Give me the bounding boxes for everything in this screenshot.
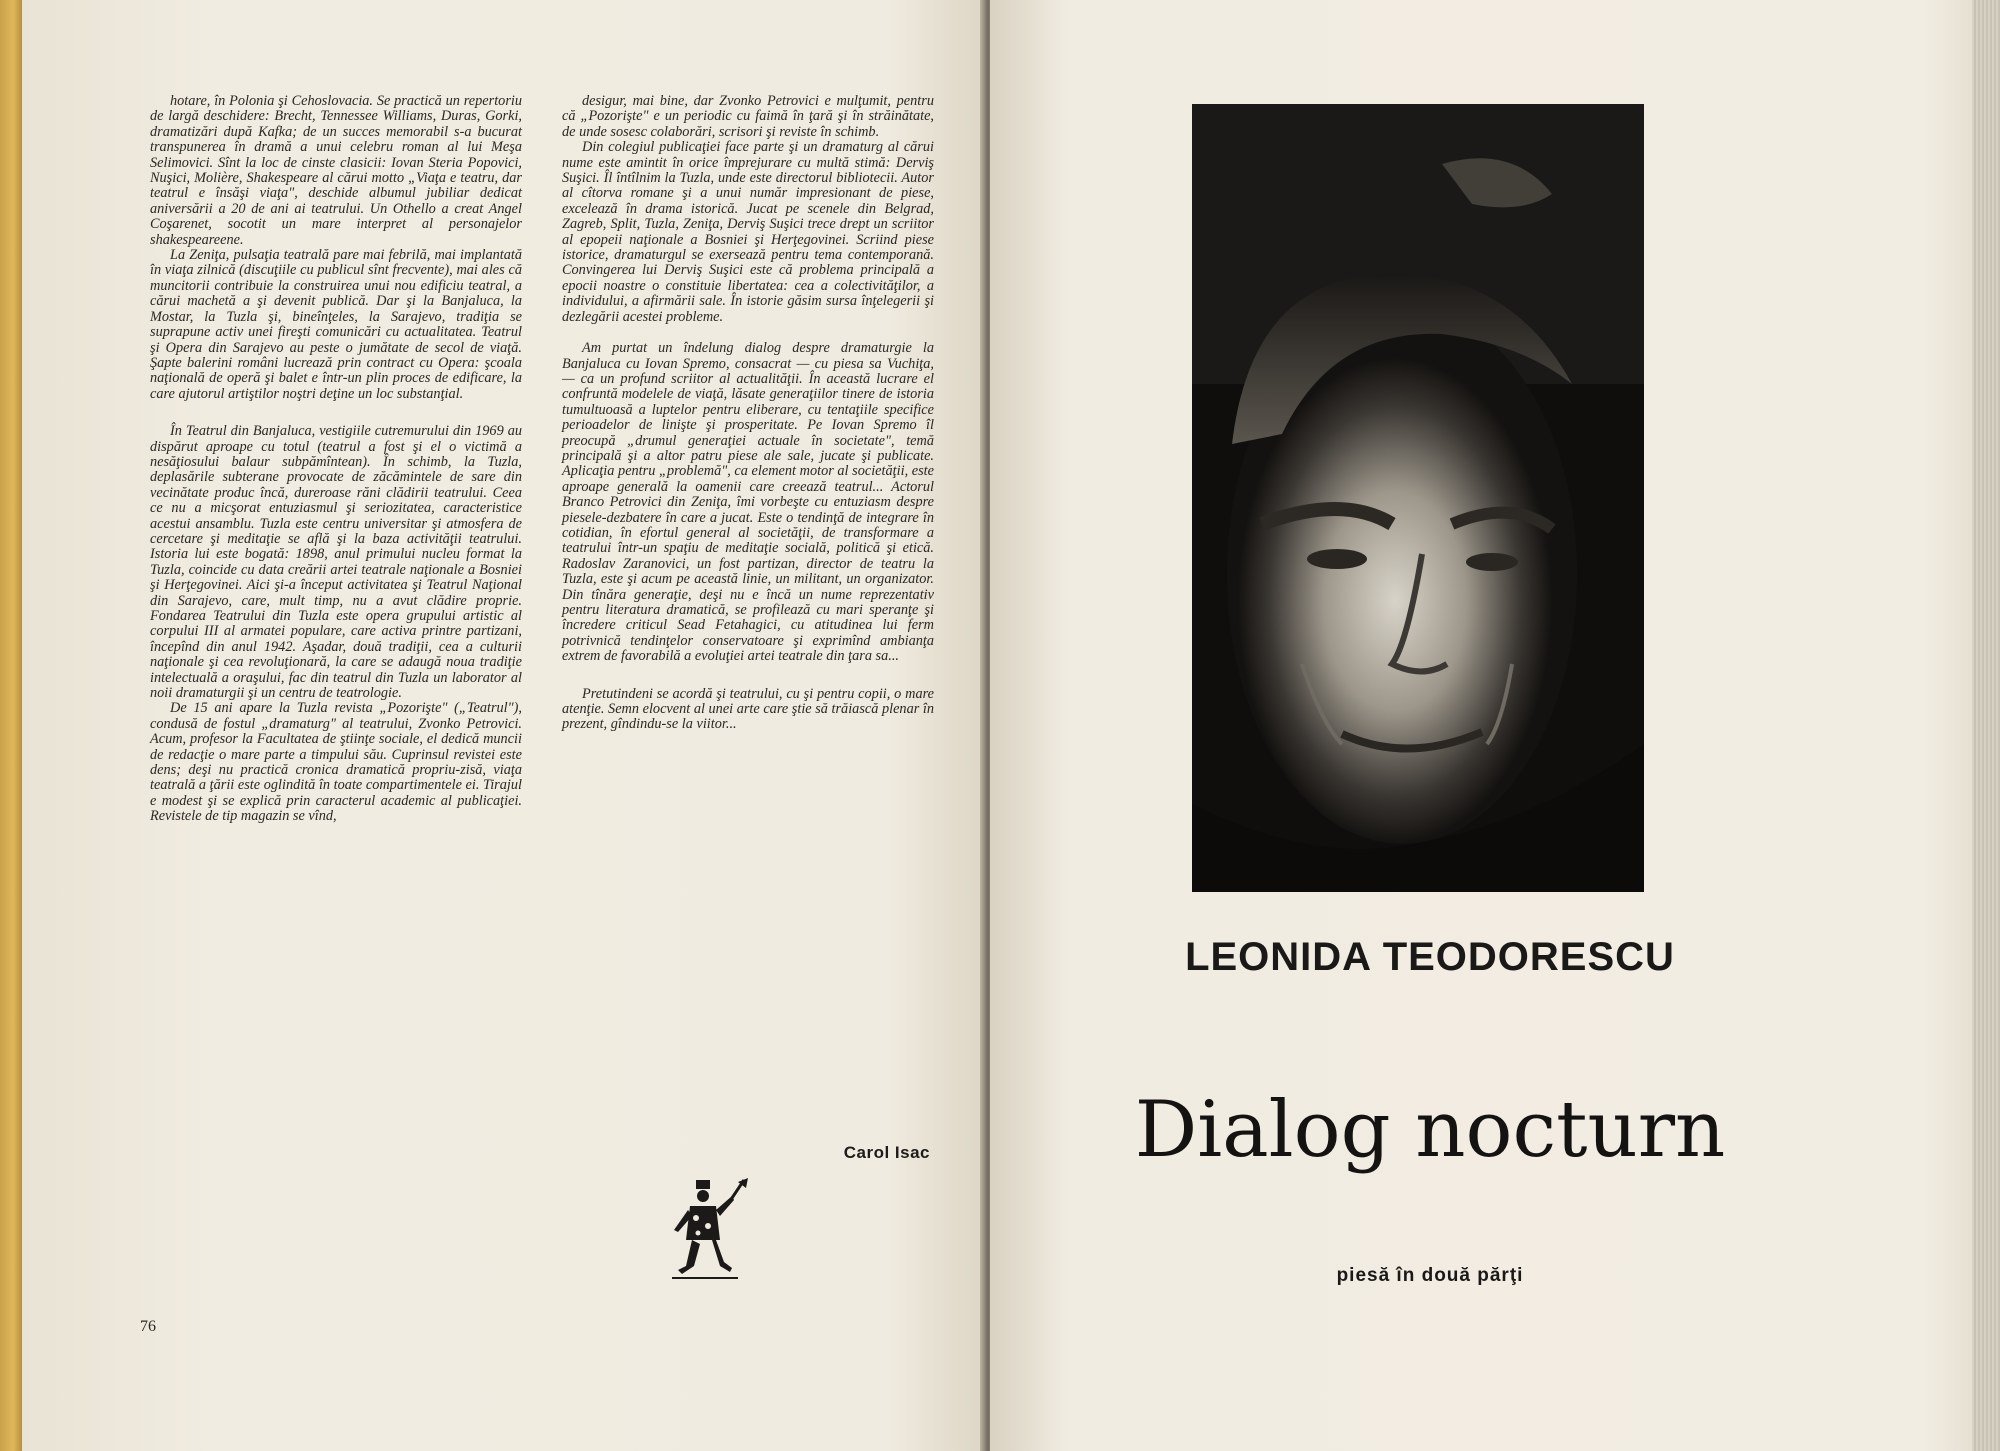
paragraph: În Teatrul din Banjaluca, vestigiile cutremurului din 1969 au dispărut aproape cu totul (teatrul a fost şi el o victimă a nesăţiosului balaur subpămîntean). În schimb, la Tuzla, deplasările subterane provocate de zăcămintele de sare din vecinătate produc încă, dureroase răni clădirii teatrului. Ceea ce nu a micşorat entuziasmul şi seriozitatea, caracteristice acestui ansamblu. Tuzla este centru universitar şi atmosfera de cercetare şi meditaţie se află şi la baza activităţii teatrului. Istoria lui este bogată: 1898, anul primului nucleu format la Tuzla, coincide cu data creării artei teatrale naţionale a Bosniei şi Herţegovinei. Aici şi-a început activitatea şi Teatrul Naţional din Sarajevo, care, mult timp, nu a avut clădire proprie. Fondarea Teatrului din Tuzla este opera grupului artistic al corpului III al armatei populare, care activa printre partizani, începînd din anul 1942. Aşadar, două tradiţii, cea a culturii naţionale şi cea revoluţionară, la care se adaugă noua tradiţie intelectuală a oraşului, fac din teatrul din Tuzla un laborator al noii dramaturgii şi un centru de teatrologie. — [150, 423, 522, 702]
paragraph: La Zeniţa, pulsaţia teatrală pare mai febrilă, mai implantată în viaţa zilnică (discuţiile cu publicul sînt frecvente), mai ales că muncitorii contribuie la construirea unui nou edificiu teatral, a cărui machetă a şi devenit publică. Dar şi la Banjaluca, la Mostar, la Tuzla şi, bineînţeles, la Sarajevo, tradiţia se suprapune activ unei fireşti comunicări cu actualitatea. Teatrul şi Opera din Sarajevo au peste o jumătate de secol de viaţă. Şapte balerini români lucrează prin contract cu Opera: şcoala naţională de operă şi balet e într-un plin proces de edificare, la care ajutorul artiştilor noştri deţine un loc substanţial. — [150, 247, 522, 402]
play-title: Dialog nocturn — [1134, 1085, 1726, 1175]
paragraph: Din colegiul publicaţiei face parte şi un dramaturg al cărui nume este amintit în orice împrejurare cu multă stimă: Derviş Suşici. Îl întîlnim la Tuzla, unde este directorul bibliotecii. Autor al cîtorva romane şi a unui număr impresionant de piese, excelează în drama istorică. Jucat pe scenele din Belgrad, Zagreb, Split, Tuzla, Zeniţa, Derviş Suşici trece drept un scriitor al epopeii naţionale a Bosniei şi Herţegovinei. Scriind piese istorice, dramaturgul se exersează pentru tema contemporană. Convingerea lui Derviş Suşici este că problema principală a epocii noastre o constituie libertatea: cea a colectivităţilor, a individului, a afirmării sale. În istorie găsim sursa înţelegerii şi dezlegării acestei probleme. — [562, 139, 934, 325]
page-number: 76 — [140, 1318, 156, 1335]
paragraph: Pretutindeni se acordă şi teatrului, cu şi pentru copii, o mare atenţie. Semn elocvent al unei arte care ştie să trăiască plenar în prezent, gîndindu-se la viitor... — [562, 685, 934, 733]
article-column-1 — [150, 94, 522, 825]
article-column-2 — [562, 94, 934, 733]
play-subtitle: piesă în două părţi — [1336, 1265, 1524, 1286]
author-portrait-photo-icon — [1192, 104, 1644, 892]
theatre-figure-emblem-icon — [668, 1178, 748, 1288]
author-name: LEONIDA TEODORESCU — [1185, 935, 1675, 979]
paragraph: desigur, mai bine, dar Zvonko Petrovici e mulţumit, pentru că „Pozorişte" e un periodic cu faimă în ţară şi în străinătate, de unde sosesc colaborări, scrisori şi reviste în schimb. — [562, 93, 934, 140]
paragraph: De 15 ani apare la Tuzla revista „Pozorişte" („Teatrul"), condusă de fostul „dramaturg" al teatrului, Zvonko Petrovici. Acum, profesor la Facultatea de ştiinţe sociale, el dedică muncii de redacţie o mare parte a timpului său. Cuprinsul revistei este dens; deşi nu practică cronica dramatică propriu-zisă, viaţa teatrală a ţării este oglindită în toate compartimentele ei. Tirajul e modest şi se explică prin caracterul academic al publicaţiei. Revistele de tip magazin se vînd, — [150, 700, 522, 825]
article-signature: Carol Isac — [843, 1143, 930, 1162]
page-edges-right — [1972, 0, 2000, 1451]
paragraph: hotare, în Polonia şi Cehoslovacia. Se practică un repertoriu de largă deschidere: Brecht, Tennessee Williams, Duras, Gorki, dramatizări după Kafka; de un succes memorabil s-a bucurat transpunerea în dramă a unui celebru roman al lui Meşa Selimovici. Sînt la loc de cinste clasicii: Iovan Steria Popovici, Nuşici, Molière, Shakespeare al cărui motto „Viaţa e teatru, dar teatrul e însăşi viaţa", deschide albumul jubiliar dedicat aniversării a 20 de ani ai teatrului. Un Othello a creat Angel Coşarenet, socotit un mare interpret al personajelor shakespeareene. — [150, 93, 522, 248]
paragraph: Am purtat un îndelung dialog despre dramaturgie la Banjaluca cu Iovan Spremo, consacrat — cu piesa sa Vuchiţa, — ca un profund scriitor al actualităţii. În această lucrare el confruntă modelele de viaţă, lăsate generaţiilor tinere de istoria tumultuoasă a luptelor pentru eliberare, cu tentaţiile specifice perioadelor de linişte şi prosperitate. Pe Iovan Spremo îl preocupă „drumul generaţiei actuale în societate", temă principală şi a altor patru piese ale sale, jucate şi publicate. Aplicaţia pentru „problemă", ca element motor al societăţii, este aproape generală la oamenii care creează teatrul... Actorul Branco Petrovici din Zeniţa, îmi vorbeşte cu entuziasm despre piesele-dezbatere în care a jucat. Este o tendinţă de integrare în cotidian, în efortul general al societăţii, de transformare a teatrului într-un spaţiu de meditaţie socială, politică şi etică. Radoslav Zaranovici, un fost partizan, director de teatru la Tuzla, este şi acum pe această linie, un militant, un organizator. Din tînăra generaţie, deşi nu e încă un nume reprezentativ pentru literatura dramatică, se profilează cu mari speranţe şi încredere criticul Sead Fetahagici, cu atitudinea lui ferm potrivnică tendinţelor conservatoare şi exprimînd ambianţa extrem de favorabilă a evoluţiei artei teatrale din ţara sa... — [562, 340, 934, 665]
book-cover-edge-left — [0, 0, 22, 1451]
